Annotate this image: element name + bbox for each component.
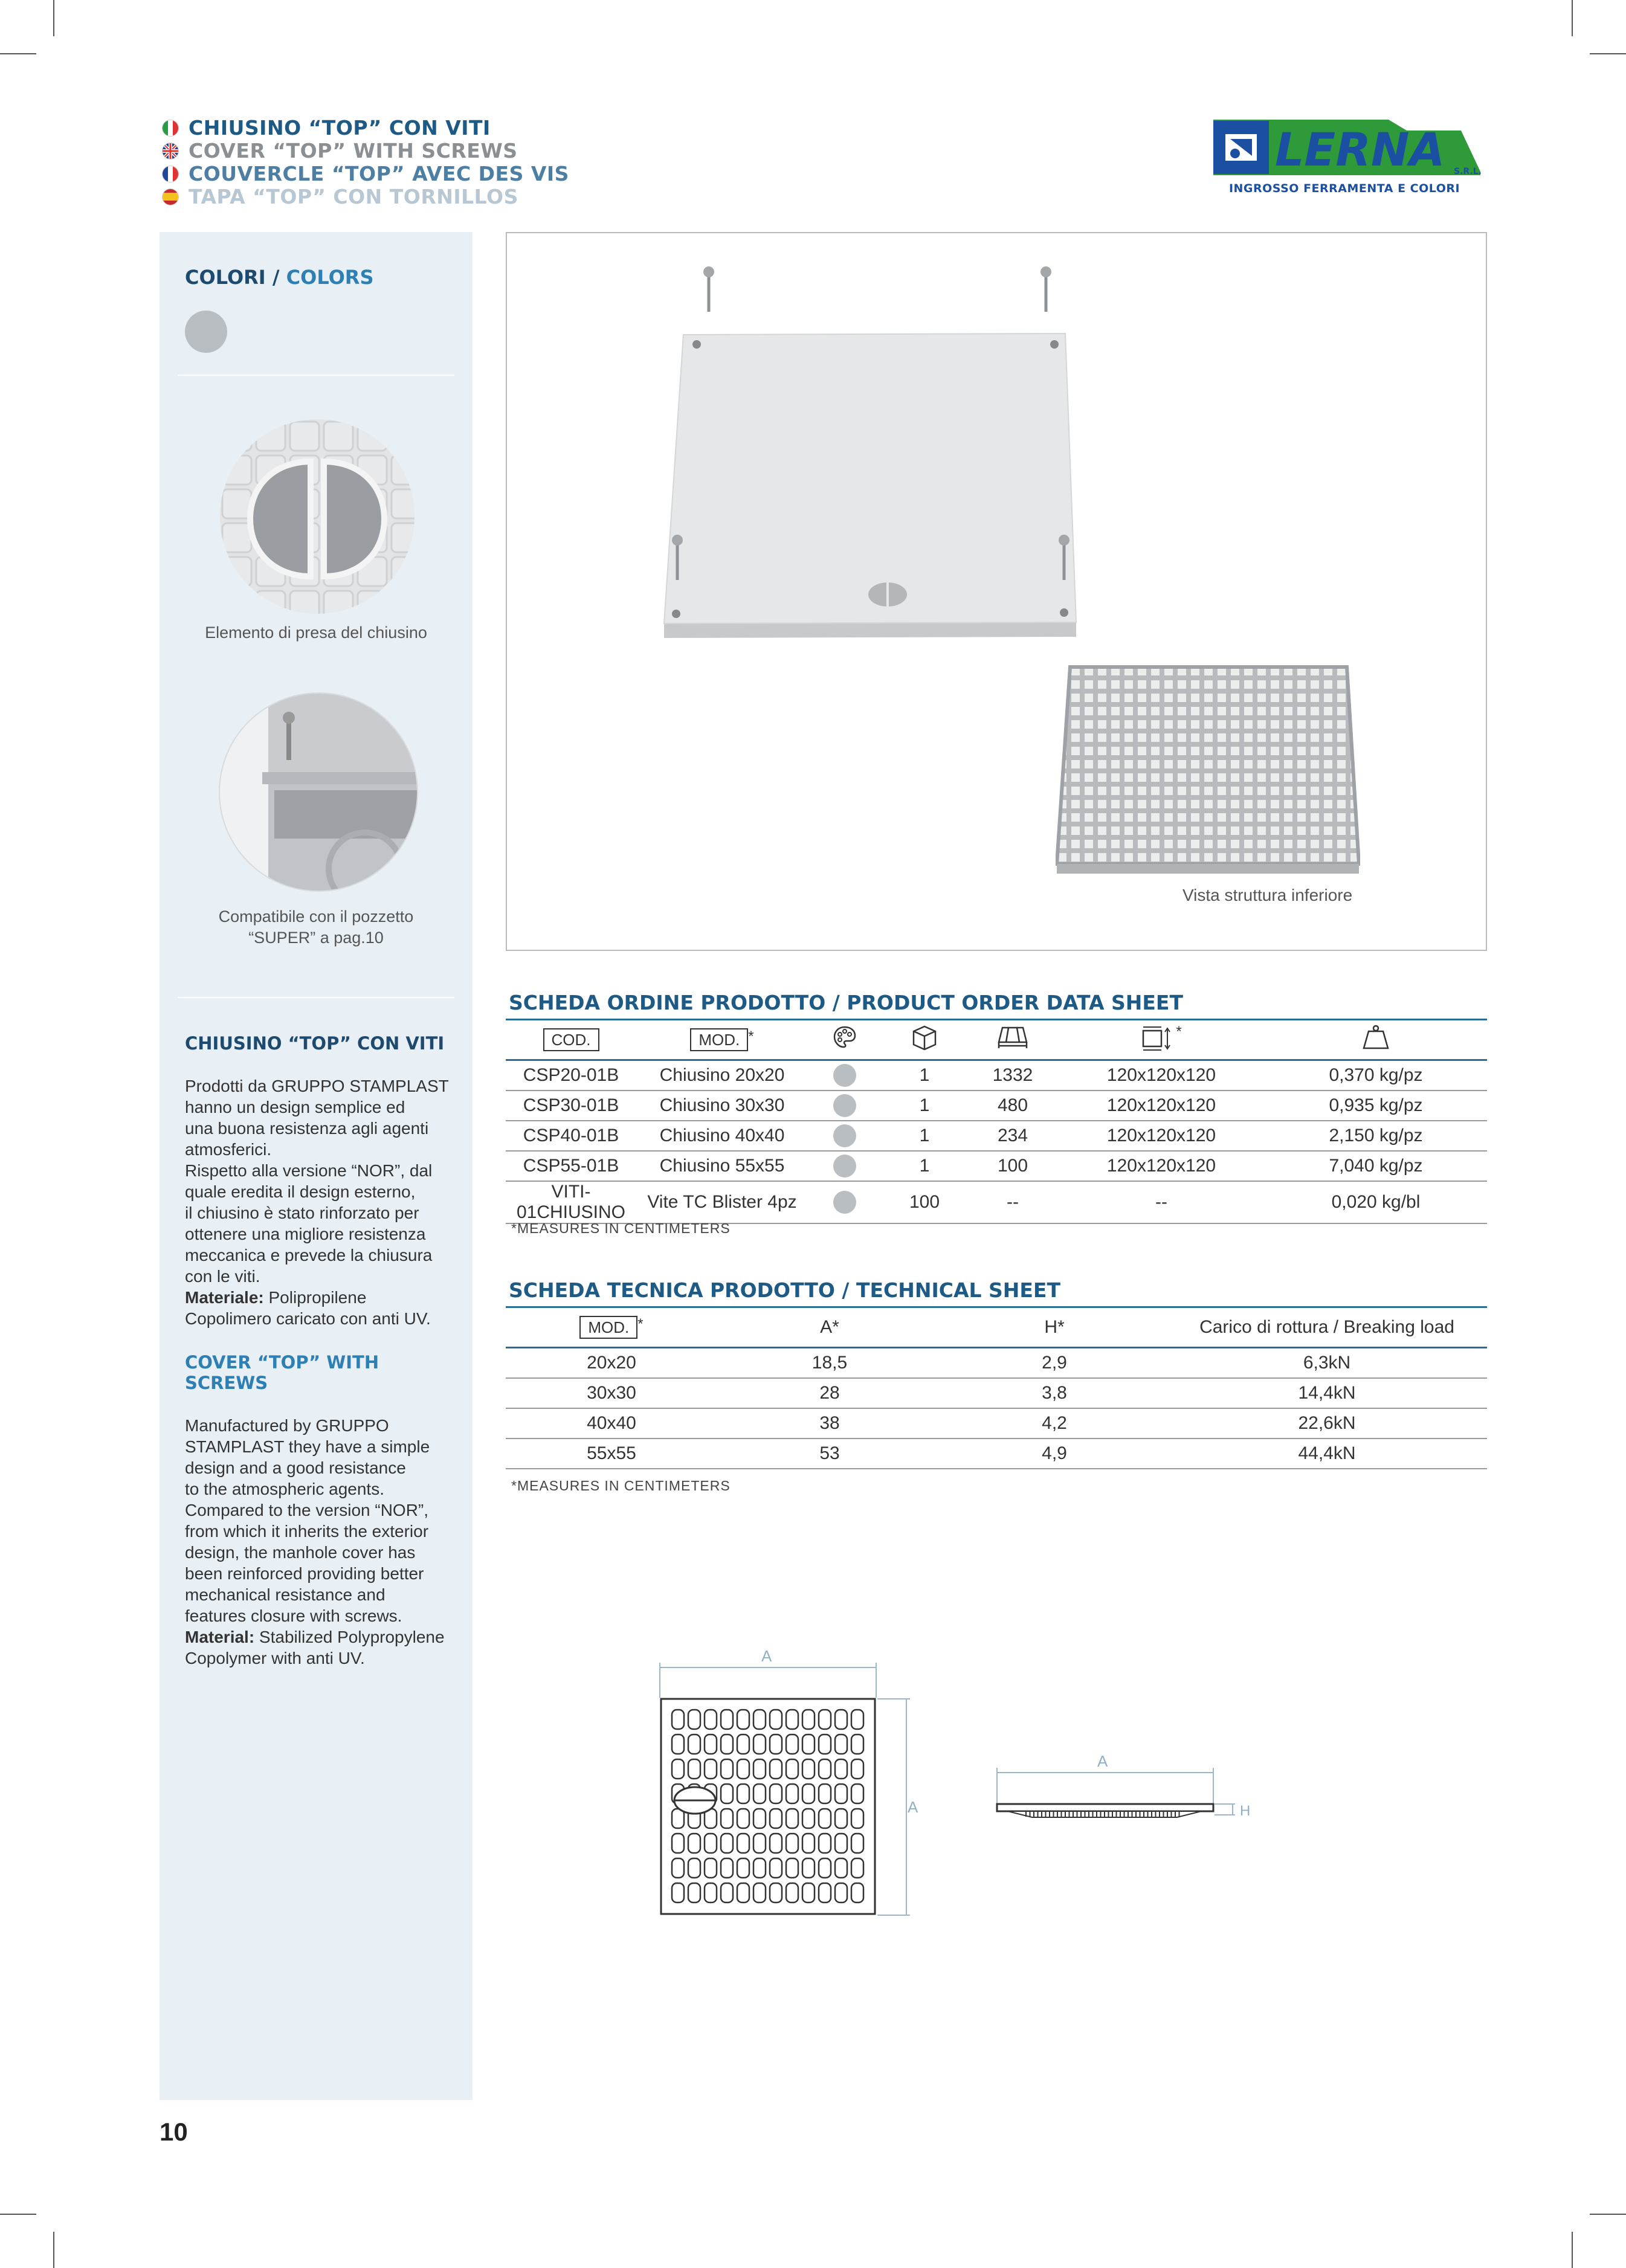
weight-icon: [1361, 1024, 1390, 1051]
cell-color: [808, 1060, 882, 1091]
text-line: Rispetto alla versione “NOR”, dal: [185, 1161, 433, 1180]
cell-cod: CSP20-01B: [506, 1060, 636, 1091]
dimensions-icon: [1141, 1023, 1176, 1051]
text-line: quale eredita il design esterno,: [185, 1182, 416, 1201]
text-line: il chiusino è stato rinforzato per: [185, 1203, 419, 1222]
star: *: [637, 1316, 644, 1332]
compatibility-caption: [160, 906, 473, 949]
cell-h: 2,9: [942, 1348, 1167, 1379]
description-en: [185, 1352, 463, 1669]
crop-mark: [1590, 53, 1626, 54]
col-a: A*: [717, 1307, 942, 1348]
col-load: Carico di rottura / Breaking load: [1167, 1307, 1487, 1348]
text-line: Manufactured by GRUPPO: [185, 1416, 389, 1435]
material-line: [185, 1626, 463, 1648]
crop-mark: [0, 2214, 36, 2215]
order-sheet-title: SCHEDA ORDINE PRODOTTO / PRODUCT ORDER DATA SHEET: [509, 991, 1183, 1014]
text-line: Compared to the version “NOR”,: [185, 1501, 429, 1519]
text-line: design and a good resistance: [185, 1458, 406, 1477]
title-it-text: CHIUSINO “TOP” CON VITI: [189, 116, 491, 140]
text-line: con le viti.: [185, 1267, 260, 1286]
color-dot: [833, 1191, 856, 1214]
uk-flag-icon: [162, 143, 179, 159]
colors-sep: /: [265, 266, 286, 289]
cell-weight: 7,040 kg/pz: [1265, 1151, 1487, 1181]
col-cod: [506, 1020, 636, 1060]
cell-dim: 120x120x120: [1058, 1091, 1265, 1121]
cell-cod: VITI-01CHIUSINO: [506, 1181, 636, 1223]
cell-a: 28: [717, 1378, 942, 1408]
cell-pallet: 234: [967, 1121, 1058, 1151]
title-fr-text: COUVERCLE “TOP” AVEC DES VIS: [189, 162, 569, 185]
col-mod: [506, 1307, 717, 1348]
cell-color: [808, 1181, 882, 1223]
cell-mod: 20x20: [506, 1348, 717, 1379]
text-line: hanno un design semplice ed: [185, 1098, 405, 1116]
table-header: [506, 1020, 1487, 1060]
star: *: [1176, 1023, 1182, 1040]
text-line: design, the manhole cover has: [185, 1543, 416, 1562]
table-header: [506, 1307, 1487, 1348]
cell-load: 22,6kN: [1167, 1408, 1487, 1438]
star: *: [748, 1028, 754, 1045]
cell-pallet: 1332: [967, 1060, 1058, 1091]
cell-pallet: 480: [967, 1091, 1058, 1121]
material-value: Stabilized Polypropylene: [254, 1628, 445, 1646]
logo-name: LERNA: [1275, 123, 1445, 176]
mod-label: MOD.: [690, 1028, 748, 1051]
text-line: Copolimero caricato con anti UV.: [185, 1309, 431, 1328]
title-en-text: COVER “TOP” WITH SCREWS: [189, 139, 518, 163]
drawing-side-view: [996, 1752, 1250, 1819]
text-line: ottenere una migliore resistenza: [185, 1225, 426, 1243]
cell-mod: 30x30: [506, 1378, 717, 1408]
color-dot: [833, 1094, 856, 1117]
crop-mark: [1572, 2232, 1573, 2268]
color-swatch: [185, 311, 227, 353]
text-line: Copolymer with anti UV.: [185, 1649, 365, 1667]
text-line: una buona resistenza agli agenti: [185, 1119, 429, 1138]
logo-srl: S.R.L.: [1454, 167, 1482, 176]
crop-mark: [0, 53, 36, 54]
cell-dim: 120x120x120: [1058, 1151, 1265, 1181]
cell-mod: Chiusino 55x55: [636, 1151, 808, 1181]
label-a-side-view: A: [1097, 1752, 1108, 1770]
description-it: [185, 1033, 463, 1329]
title-fr: [162, 162, 569, 185]
logo-tagline: INGROSSO FERRAMENTA E COLORI: [1228, 182, 1460, 195]
compatibility-caption-line1: Compatibile con il pozzetto: [218, 907, 414, 926]
table-row: [506, 1408, 1487, 1438]
order-note: *MEASURES IN CENTIMETERS: [511, 1220, 731, 1236]
material-line: [185, 1287, 463, 1308]
cell-cod: CSP40-01B: [506, 1121, 636, 1151]
cell-qty: 1: [882, 1091, 967, 1121]
color-dot: [833, 1155, 856, 1177]
text-line: features closure with screws.: [185, 1606, 402, 1625]
cover-bottom-image: [1056, 665, 1360, 876]
mod-label: MOD.: [579, 1316, 637, 1339]
pallet-icon: [996, 1024, 1029, 1051]
cell-weight: 0,020 kg/bl: [1265, 1181, 1487, 1223]
col-h: H*: [942, 1307, 1167, 1348]
cell-load: 44,4kN: [1167, 1438, 1487, 1469]
col-mod: [636, 1020, 808, 1060]
cell-a: 38: [717, 1408, 942, 1438]
cell-qty: 1: [882, 1060, 967, 1091]
cell-weight: 2,150 kg/pz: [1265, 1121, 1487, 1151]
cell-h: 4,9: [942, 1438, 1167, 1469]
cell-a: 18,5: [717, 1348, 942, 1379]
title-es-text: TAPA “TOP” CON TORNILLOS: [189, 185, 518, 208]
text-line: been reinforced providing better: [185, 1564, 424, 1583]
table-row: [506, 1121, 1487, 1151]
table-row: [506, 1060, 1487, 1091]
company-logo: [1207, 118, 1482, 196]
description-it-heading: CHIUSINO “TOP” CON VITI: [185, 1033, 445, 1054]
cell-mod: Chiusino 30x30: [636, 1091, 808, 1121]
col-color: [808, 1020, 882, 1060]
cell-load: 14,4kN: [1167, 1378, 1487, 1408]
cell-color: [808, 1151, 882, 1181]
label-h: H: [1240, 1803, 1251, 1819]
material-value: Polipropilene: [263, 1288, 367, 1307]
cell-mod: Vite TC Blister 4pz: [636, 1181, 808, 1223]
cell-color: [808, 1121, 882, 1151]
colors-heading: [185, 266, 373, 289]
title-en: [162, 139, 518, 163]
cod-label: COD.: [543, 1028, 599, 1051]
table-row: [506, 1438, 1487, 1469]
title-it: [162, 116, 491, 140]
table-row: [506, 1151, 1487, 1181]
title-es: [162, 185, 518, 208]
palette-icon: [833, 1025, 857, 1049]
colors-label-it: COLORI: [185, 266, 266, 289]
text-line: from which it inherits the exterior: [185, 1522, 429, 1541]
cell-qty: 1: [882, 1121, 967, 1151]
label-a-side: A: [908, 1798, 918, 1816]
italy-flag-icon: [162, 120, 179, 137]
bottom-view-caption: Vista struttura inferiore: [1182, 886, 1353, 904]
box-icon: [910, 1024, 939, 1051]
product-image-box: [506, 232, 1487, 951]
color-dot: [833, 1124, 856, 1147]
material-label: Materiale:: [185, 1288, 264, 1307]
cell-weight: 0,370 kg/pz: [1265, 1060, 1487, 1091]
col-pack: [882, 1020, 967, 1060]
text-line: to the atmospheric agents.: [185, 1480, 384, 1498]
crop-mark: [53, 2232, 54, 2268]
cell-a: 53: [717, 1438, 942, 1469]
color-dot: [833, 1064, 856, 1087]
cell-mod: Chiusino 40x40: [636, 1121, 808, 1151]
drawing-top-view: [659, 1647, 918, 1921]
cell-dim: 120x120x120: [1058, 1060, 1265, 1091]
text-line: Prodotti da GRUPPO STAMPLAST: [185, 1077, 449, 1095]
cell-dim: --: [1058, 1181, 1265, 1223]
col-pallet: [967, 1020, 1058, 1060]
cell-pallet: 100: [967, 1151, 1058, 1181]
col-dimensions: [1058, 1020, 1265, 1060]
text-line: STAMPLAST they have a simple: [185, 1437, 430, 1456]
divider: [178, 375, 454, 376]
cell-qty: 1: [882, 1151, 967, 1181]
col-weight: [1265, 1020, 1487, 1060]
tech-note: *MEASURES IN CENTIMETERS: [511, 1478, 731, 1493]
description-en-body: [185, 1415, 463, 1669]
label-a-top: A: [761, 1647, 772, 1665]
cell-cod: CSP30-01B: [506, 1091, 636, 1121]
crop-mark: [1572, 0, 1573, 36]
table-row: [506, 1181, 1487, 1223]
cell-h: 4,2: [942, 1408, 1167, 1438]
text-line: mechanical resistance and: [185, 1585, 386, 1604]
description-en-heading: COVER “TOP” WITH SCREWS: [185, 1352, 379, 1393]
divider: [178, 997, 454, 998]
cell-qty: 100: [882, 1181, 967, 1223]
cell-pallet: --: [967, 1181, 1058, 1223]
france-flag-icon: [162, 166, 179, 182]
cell-load: 6,3kN: [1167, 1348, 1487, 1379]
cell-h: 3,8: [942, 1378, 1167, 1408]
table-row: [506, 1378, 1487, 1408]
text-line: atmosferici.: [185, 1140, 272, 1159]
cover-top-image: [658, 263, 1093, 638]
cell-mod: Chiusino 20x20: [636, 1060, 808, 1091]
text-line: meccanica e prevede la chiusura: [185, 1246, 433, 1264]
cell-mod: 55x55: [506, 1438, 717, 1469]
table-row: [506, 1348, 1487, 1379]
description-it-body: [185, 1075, 463, 1329]
sidebar: [160, 232, 473, 2100]
cell-mod: 40x40: [506, 1408, 717, 1438]
crop-mark: [1590, 2214, 1626, 2215]
compatibility-caption-line2: “SUPER” a pag.10: [248, 929, 384, 947]
tech-sheet-title: SCHEDA TECNICA PRODOTTO / TECHNICAL SHEET: [509, 1278, 1060, 1302]
grip-caption: Elemento di presa del chiusino: [205, 623, 427, 642]
material-label: Material:: [185, 1628, 255, 1646]
tech-table: [506, 1306, 1487, 1469]
grip-detail-image: [220, 419, 415, 614]
colors-label-en: COLORS: [286, 266, 374, 289]
compatibility-image: [219, 692, 418, 892]
cell-weight: 0,935 kg/pz: [1265, 1091, 1487, 1121]
cell-dim: 120x120x120: [1058, 1121, 1265, 1151]
cell-color: [808, 1091, 882, 1121]
cell-cod: CSP55-01B: [506, 1151, 636, 1181]
order-table: [506, 1019, 1487, 1224]
table-row: [506, 1091, 1487, 1121]
page-number: 10: [160, 2118, 188, 2146]
spain-flag-icon: [162, 188, 179, 205]
crop-mark: [53, 0, 54, 36]
